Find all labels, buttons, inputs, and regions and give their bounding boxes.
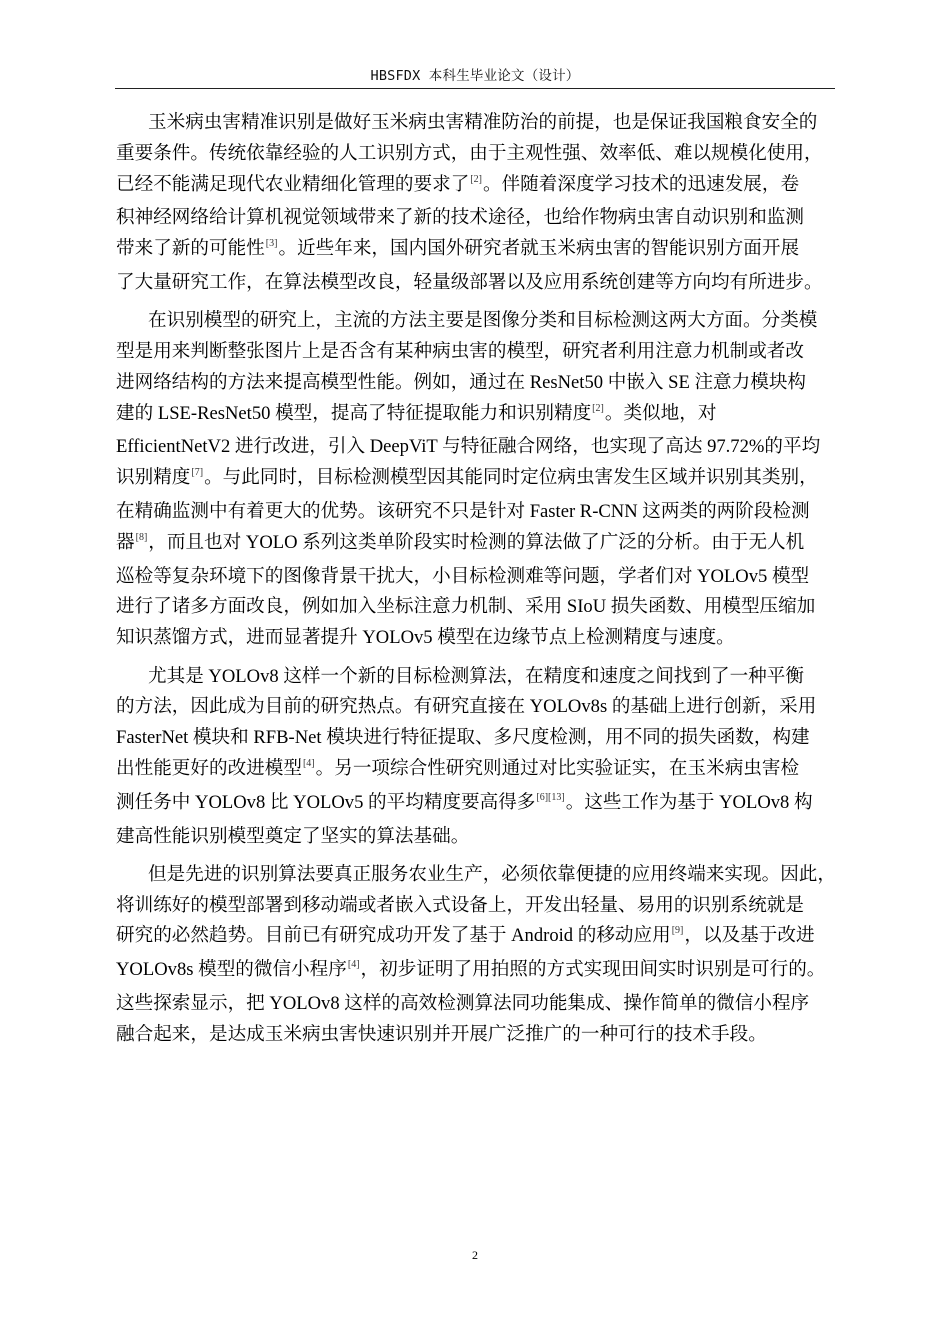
text-segment: 测任务中 YOLOv8 比 YOLOv5 的平均精度要高得多: [116, 791, 536, 813]
text-segment: 在精确监测中有着更大的优势。该研究不只是针对 Faster R-CNN 这两类的两阶段检测: [116, 501, 810, 523]
text-line: [116, 203, 836, 234]
text-segment: 巡检等复杂环境下的图像背景干扰大，小目标检测难等问题，学者们对 YOLOv5 模型: [116, 565, 810, 587]
text-segment: 研究的必然趋势。目前已有研究成功开发了基于 Android 的移动应用: [116, 925, 671, 947]
text-line: [116, 692, 836, 723]
text-segment: 识别精度: [116, 467, 191, 489]
text-segment: 积神经网络给计算机视觉领域带来了新的技术途径，也给作物病虫害自动识别和监测: [116, 207, 804, 229]
text-segment: 融合起来，是达成玉米病虫害快速识别并开展广泛推广的一种可行的技术手段。: [116, 1023, 767, 1045]
text-segment: 进行了诸多方面改良，例如加入坐标注意力机制、采用 SIoU 损失函数、用模型压缩加: [116, 596, 816, 618]
text-segment: 将训练好的模型部署到移动端或者嵌入式设备上，开发出轻量、易用的识别系统就是: [116, 894, 804, 916]
text-line: [116, 723, 836, 754]
text-segment: 。这些工作为基于 YOLOv8 构: [565, 791, 813, 813]
text-line: [116, 623, 836, 654]
text-line: [116, 822, 836, 853]
text-segment: 器: [116, 531, 135, 553]
text-line: [116, 528, 836, 562]
header-rule: [115, 88, 835, 89]
text-segment: 的方法，因此成为目前的研究热点。有研究直接在 YOLOv8s 的基础上进行创新，采用: [116, 696, 817, 718]
text-line: [116, 1020, 836, 1051]
text-segment: 建高性能识别模型奠定了坚实的算法基础。: [116, 825, 470, 847]
text-line: [116, 891, 836, 922]
text-segment: 了大量研究工作，在算法模型改良，轻量级部署以及应用系统创建等方向均有所进步。: [116, 271, 823, 293]
citation-reference: [6][13]: [536, 791, 565, 803]
text-segment: 。伴随着深度学习技术的迅速发展，卷: [482, 173, 800, 195]
paragraph: [116, 306, 836, 654]
text-line: [116, 108, 836, 139]
running-header: HBSFDX 本科生毕业论文（设计）: [370, 68, 580, 84]
text-line: [116, 921, 836, 955]
citation-reference: [2]: [592, 402, 604, 414]
text-line: [116, 368, 836, 399]
text-line: [116, 497, 836, 528]
text-segment: 。与此同时，目标检测模型因其能同时定位病虫害发生区域并识别其类别，: [204, 467, 818, 489]
text-segment: FasterNet 模块和 RFB-Net 模块进行特征提取、多尺度检测，用不同的损失函数，构建: [116, 727, 810, 749]
paragraph: [116, 662, 836, 853]
text-segment: 但是先进的识别算法要真正服务农业生产，必须依靠便捷的应用终端来实现。因此，: [148, 863, 836, 885]
citation-reference: [4]: [347, 959, 360, 971]
text-line: [116, 139, 836, 170]
text-line: [116, 234, 836, 268]
text-segment: 。近些年来，国内国外研究者就玉米病虫害的智能识别方面开展: [278, 238, 800, 260]
text-segment: 进网络结构的方法来提高模型性能。例如，通过在 ResNet50 中嵌入 SE 注意力模块构: [116, 371, 807, 393]
text-segment: 。类似地，对: [604, 402, 717, 424]
text-line: [116, 662, 836, 693]
text-segment: 型是用来判断整张图片上是否含有某种病虫害的模型，研究者利用注意力机制或者改: [116, 341, 804, 363]
text-segment: 已经不能满足现代农业精细化管理的要求了: [116, 173, 470, 195]
citation-reference: [4]: [302, 757, 315, 769]
text-segment: 建的 LSE-ResNet50 模型，提高了特征提取能力和识别精度: [116, 402, 592, 424]
text-line: [116, 170, 836, 204]
citation-reference: [9]: [671, 925, 684, 937]
text-line: [116, 268, 836, 299]
text-line: [116, 989, 836, 1020]
citation-reference: [8]: [135, 531, 148, 543]
text-segment: ，而且也对 YOLO 系列这类单阶段实时检测的算法做了广泛的分析。由于无人机: [148, 531, 805, 553]
text-line: [116, 463, 836, 497]
text-segment: 这些探索显示，把 YOLOv8 这样的高效检测算法同功能集成、操作简单的微信小程序: [116, 993, 810, 1015]
text-line: [116, 399, 836, 433]
paragraph: [116, 108, 836, 299]
text-segment: YOLOv8s 模型的微信小程序: [116, 959, 347, 981]
body-text: [116, 108, 836, 1058]
text-line: [116, 860, 836, 891]
text-segment: 重要条件。传统依靠经验的人工识别方式，由于主观性强、效率低、难以规模化使用，: [116, 142, 823, 164]
text-line: [116, 306, 836, 337]
page-number: 2: [472, 1248, 478, 1262]
citation-reference: [3]: [265, 238, 278, 250]
text-line: [116, 562, 836, 593]
citation-reference: [7]: [191, 467, 204, 479]
text-segment: 玉米病虫害精准识别是做好玉米病虫害精准防治的前提，也是保证我国粮食安全的: [148, 112, 818, 133]
text-segment: 尤其是 YOLOv8 这样一个新的目标检测算法，在精度和速度之间找到了一种平衡: [148, 665, 804, 687]
text-segment: ，初步证明了用拍照的方式实现田间实时识别是可行的。: [360, 959, 826, 981]
text-line: [116, 754, 836, 788]
text-segment: 知识蒸馏方式，进而显著提升 YOLOv5 模型在边缘节点上检测精度与速度。: [116, 627, 735, 649]
text-segment: EfficientNetV2 进行改进，引入 DeepViT 与特征融合网络，也实现了高达 97.72%的平均: [116, 436, 821, 458]
text-line: [116, 788, 836, 822]
text-line: [116, 337, 836, 368]
text-line: [116, 955, 836, 989]
text-segment: 在识别模型的研究上，主流的方法主要是图像分类和目标检测这两大方面。分类模: [148, 310, 818, 332]
text-line: [116, 432, 836, 463]
text-segment: 出性能更好的改进模型: [116, 757, 302, 779]
text-segment: 带来了新的可能性: [116, 238, 265, 260]
text-segment: 。另一项综合性研究则通过对比实验证实，在玉米病虫害检: [315, 757, 800, 779]
paragraph: [116, 860, 836, 1051]
text-line: [116, 592, 836, 623]
text-segment: ，以及基于改进: [684, 925, 815, 947]
citation-reference: [2]: [470, 173, 482, 185]
